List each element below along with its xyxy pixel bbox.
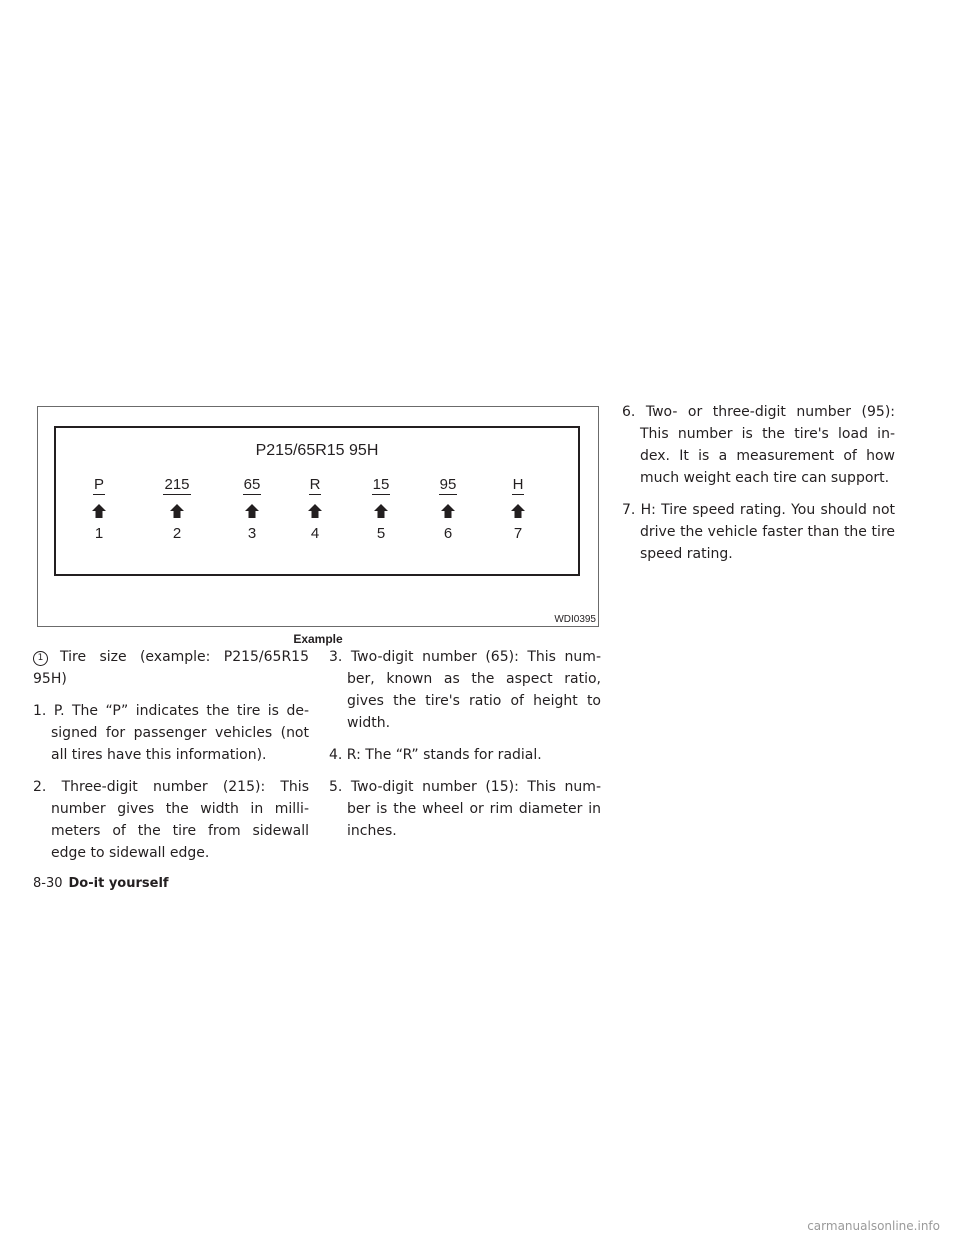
tire-size-figure [37,406,599,627]
intro-text: Tire size (example: P215/65R15 95H) [33,649,309,687]
segment-number: 3 [247,525,257,542]
arrow-up-icon [308,504,322,518]
segment-text: R [309,476,321,493]
segment-number: 7 [513,525,523,542]
list-item: 7. H: Tire speed rating. You should not drive the vehicle faster than the tire speed rating. [622,502,895,562]
text-column-3 [622,401,895,575]
segment-text: P [93,476,104,493]
segment-1 [69,476,129,542]
segment-number: 5 [376,525,386,542]
text-column-2 [329,646,601,852]
arrow-up-icon [170,504,184,518]
tire-code-heading: P215/65R15 95H [255,442,379,459]
segment-text: 215 [164,476,190,493]
arrow-up-icon [92,504,106,518]
segment-6 [418,476,478,542]
segment-4 [285,476,345,542]
circled-number-icon: 1 [33,651,48,666]
segment-7 [488,476,548,542]
segment-3 [222,476,282,542]
segment-text: 95 [439,476,457,493]
page-footer [33,876,169,891]
intro-paragraph [33,646,309,690]
segment-number: 1 [94,525,104,542]
list-item: 4. R: The “R” stands for radial. [329,747,542,763]
figure-code: WDI0395 [554,614,596,625]
tire-label-panel [54,426,580,576]
list-item: 2. Three-digit number (215): This number gives the width in milli-meters of the tire from sidewall edge to sidewall edge. [33,779,309,861]
list-item: 3. Two-digit number (65): This num-ber, known as the aspect ratio, gives the tire's ratio of height to width. [329,649,601,731]
segment-5 [351,476,411,542]
segment-number: 4 [310,525,320,542]
arrow-up-icon [441,504,455,518]
section-title: Do-it yourself [68,876,169,891]
segment-number: 2 [172,525,182,542]
segment-number: 6 [443,525,453,542]
list-item: 6. Two- or three-digit number (95): This number is the tire's load in-dex. It is a measurement of how much weight each tire can support. [622,404,895,486]
arrow-up-icon [374,504,388,518]
text-column-1 [33,646,309,874]
arrow-up-icon [511,504,525,518]
arrow-up-icon [245,504,259,518]
segment-text: 15 [372,476,390,493]
list-item: 5. Two-digit number (15): This num-ber is the wheel or rim diameter in inches. [329,779,601,839]
page-number: 8-30 [33,876,63,891]
watermark: carmanualsonline.info [807,1219,940,1233]
figure-caption: Example [293,632,343,646]
segment-text: H [512,476,524,493]
list-item: 1. P. The “P” indicates the tire is de-signed for passenger vehicles (not all tires have this information). [33,703,309,763]
segment-2 [147,476,207,542]
segment-text: 65 [243,476,261,493]
